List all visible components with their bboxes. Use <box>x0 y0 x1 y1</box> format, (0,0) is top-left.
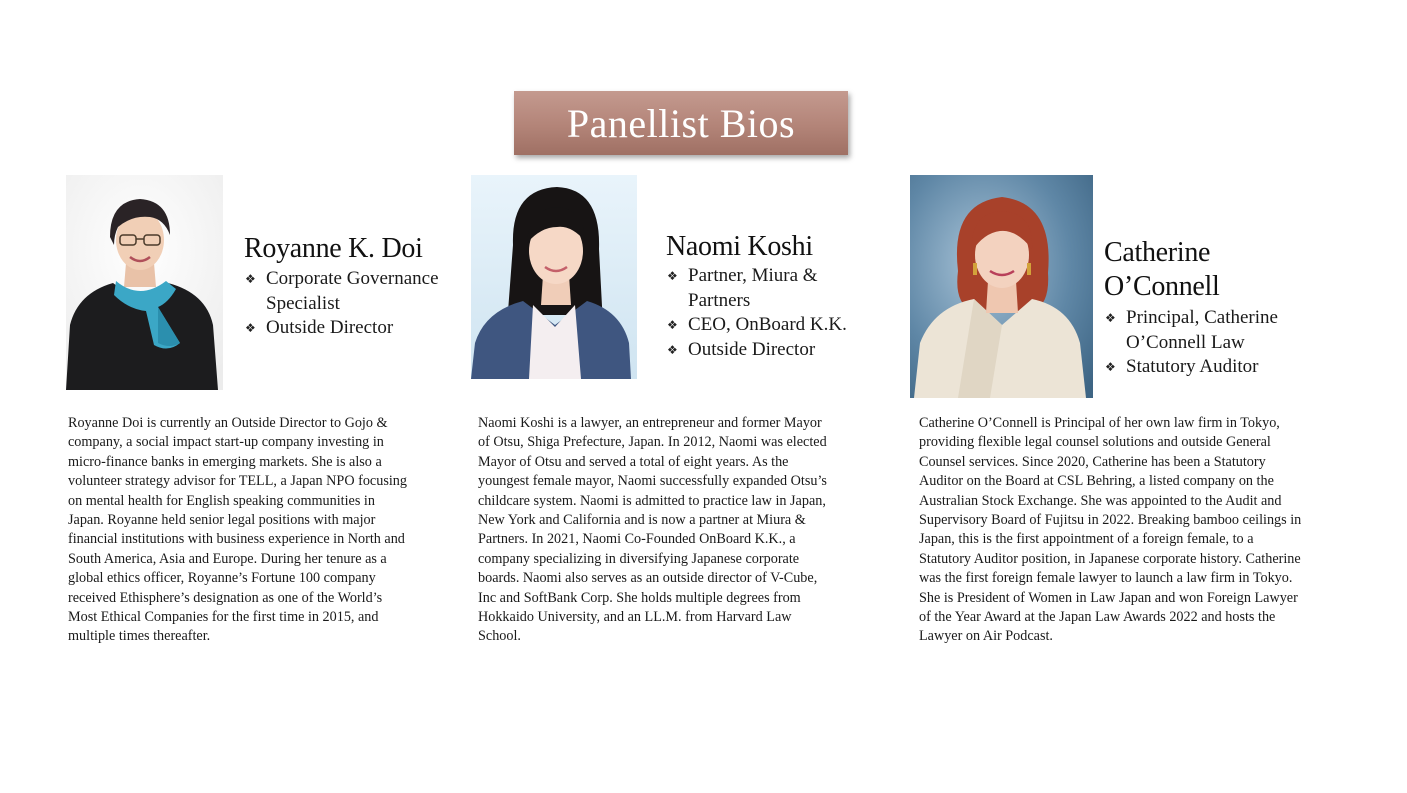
role-item: ❖ Corporate Governance Specialist <box>245 268 439 314</box>
diamond-bullet-icon: ❖ <box>667 269 678 283</box>
portrait-photo-icon <box>471 175 637 379</box>
role-item: ❖ Outside Director <box>667 338 882 363</box>
panelist-name-catherine: Catherine O’Connell <box>1104 237 1220 302</box>
panelist-bio-naomi: Naomi Koshi is a lawyer, an entrepreneur and former Mayor of Otsu, Shiga Prefecture, Japan. In 2012, Naomi was elected Mayor of Otsu and served a total of eight years. As the youngest female mayor, Naomi successfully expanded Otsu’s childcare system. Naomi is admitted to practice law in Japan, New York and California and is now a partner at Miura & Partners. In 2021, Naomi Co-Founded OnBoard K.K., a company specializing in diversifying Japanese corporate boards. Naomi also serves as an outside director of V-Cube, Inc and SoftBank Corp. She holds multiple degrees from Hokkaido University, and an LL.M. from Harvard Law School. <box>478 415 827 645</box>
panelist-photo-naomi <box>471 175 637 379</box>
page-title: Panellist Bios <box>566 100 796 146</box>
panelist-bio-royanne: Royanne Doi is currently an Outside Director to Gojo & company, a social impact start-up company investing in micro-finance banks in emerging markets. She is also a volunteer strategy advisor for TELL, a Japan NPO focusing on mental health for English speaking communities in Japan. Royanne held senior legal positions with major financial institutions with business experience in North and South America, Asia and Europe. During her tenure as a global ethics officer, Royanne’s Fortune 100 company received Ethisphere’s designation as one of the World’s Most Ethical Companies for the first time in 2015, and multiple times thereafter. <box>68 415 407 645</box>
panelist-photo-royanne <box>58 175 223 390</box>
panelist-name-royanne: Royanne K. Doi <box>244 233 423 264</box>
role-item: ❖ Statutory Auditor <box>1105 355 1305 380</box>
role-item: ❖ Partner, Miura & Partners <box>667 265 818 311</box>
panelist-roles-catherine <box>1105 306 1305 380</box>
diamond-bullet-icon: ❖ <box>667 342 678 357</box>
role-item: ❖ CEO, OnBoard K.K. <box>667 313 882 338</box>
diamond-bullet-icon: ❖ <box>245 321 256 335</box>
role-item: ❖ Principal, Catherine O’Connell Law <box>1105 307 1278 353</box>
role-item: ❖ Outside Director <box>245 316 460 341</box>
diamond-bullet-icon: ❖ <box>667 318 678 332</box>
diamond-bullet-icon: ❖ <box>1105 311 1116 325</box>
panelist-photo-catherine <box>910 175 1093 398</box>
panelist-roles-royanne <box>245 267 460 341</box>
panelist-bio-catherine: Catherine O’Connell is Principal of her own law firm in Tokyo, providing flexible legal counsel solutions and outside General Counsel services. Since 2020, Catherine has been a Statutory Auditor on the Board at CSL Behring, a listed company on the Australian Stock Exchange. She was appointed to the Audit and Supervisory Board of Fujitsu in 2022. Breaking bamboo ceilings in Japan, this is the first appointment of a foreign female, to a Statutory Auditor position, in Japanese corporate history. Catherine was the first foreign female lawyer to launch a law firm in Tokyo. She is President of Women in Law Japan and won Foreign Lawyer of the Year Award at the Japan Law Awards 2022 and hosts the Lawyer on Air Podcast. <box>919 415 1302 645</box>
panelist-roles-naomi <box>667 264 882 362</box>
panelist-name-naomi: Naomi Koshi <box>666 231 813 262</box>
diamond-bullet-icon: ❖ <box>1105 360 1116 374</box>
portrait-photo-icon <box>58 175 223 390</box>
portrait-photo-icon <box>910 175 1093 398</box>
title-banner <box>514 91 848 155</box>
diamond-bullet-icon: ❖ <box>245 272 256 286</box>
